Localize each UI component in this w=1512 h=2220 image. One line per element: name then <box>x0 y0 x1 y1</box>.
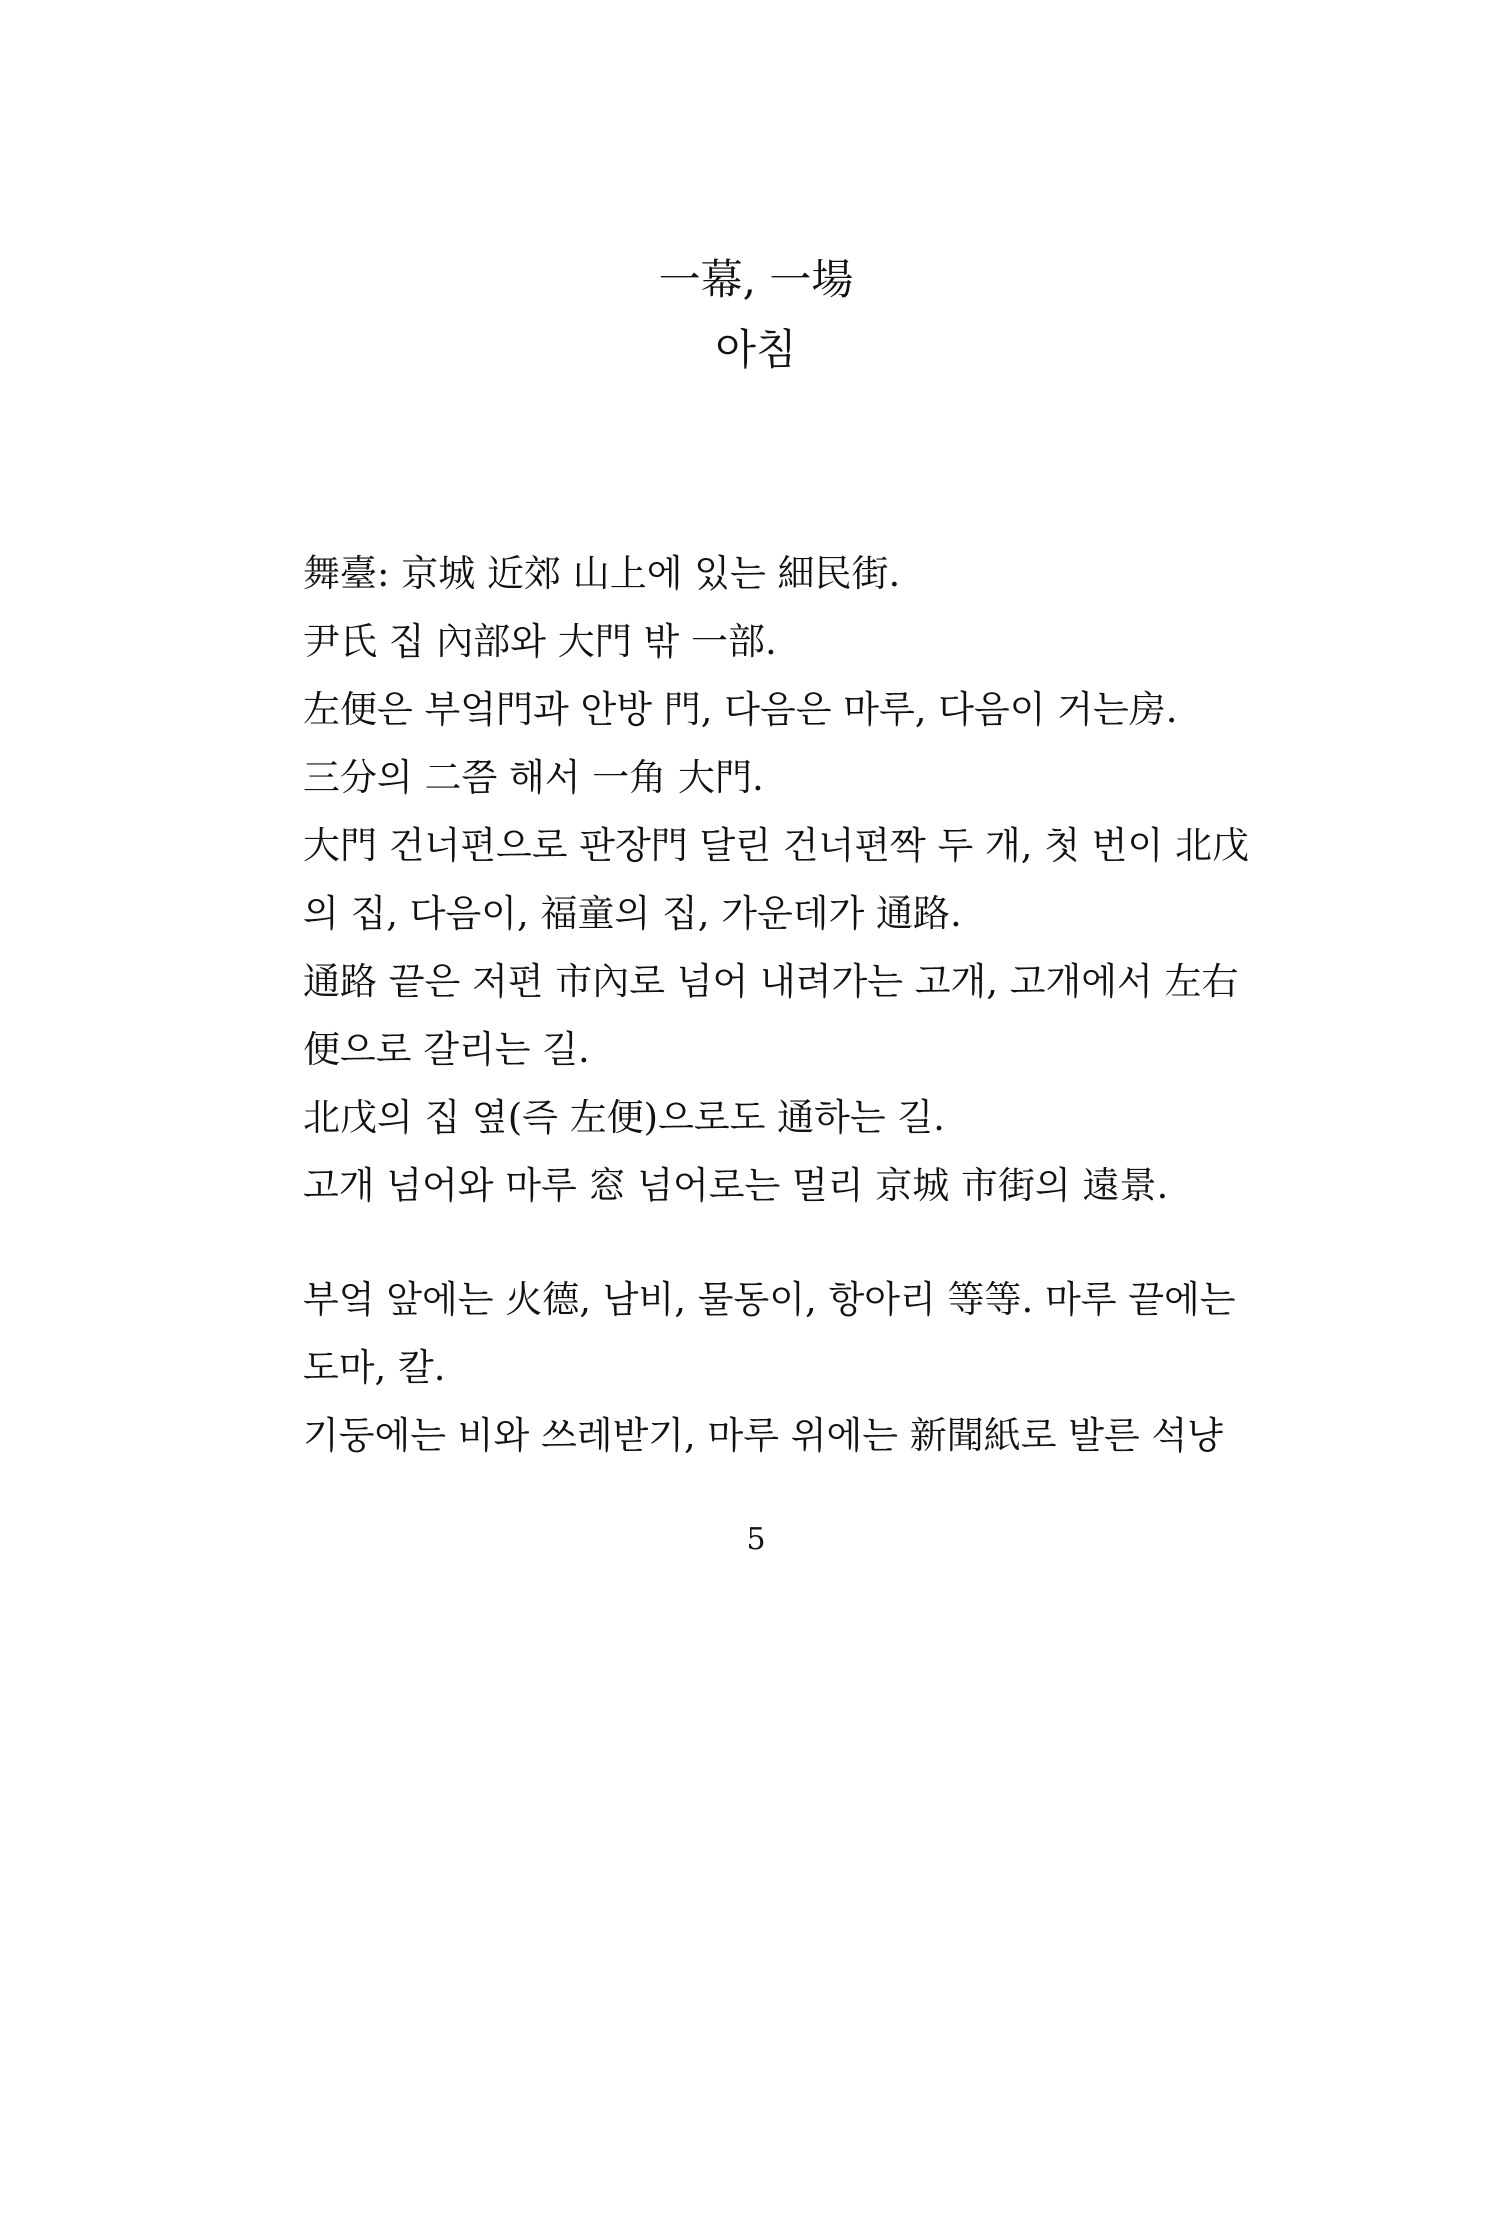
text-line: 기둥에는 비와 쓰레받기, 마루 위에는 新聞紙로 발른 석냥 <box>303 1414 1223 1457</box>
text-line: 의 집, 다음이, 福童의 집, 가운데가 通路. <box>303 892 962 935</box>
text-line: 三分의 二쯤 해서 一角 大門. <box>303 756 764 799</box>
text-line: 通路 끝은 저편 市內로 넘어 내려가는 고개, 고개에서 左右 <box>303 960 1239 1003</box>
text-line: 左便은 부엌門과 안방 門, 다음은 마루, 다음이 거는房. <box>303 688 1178 731</box>
stage-directions <box>303 540 1263 1470</box>
text-line: 大門 건너편으로 판장門 달린 건너편짝 두 개, 첫 번이 北戊 <box>303 824 1249 867</box>
text-line: 부엌 앞에는 火德, 남비, 물동이, 항아리 等等. 마루 끝에는 <box>303 1278 1236 1321</box>
scene-title: 아침 <box>715 325 797 374</box>
scene-heading: 一幕, 一場 <box>658 255 854 304</box>
text-line: 도마, 칼. <box>303 1346 446 1389</box>
text-line: 便으로 갈리는 길. <box>303 1028 590 1071</box>
text-line: 고개 넘어와 마루 窓 넘어로는 멀리 京城 市街의 遠景. <box>303 1164 1169 1207</box>
text-line: 舞臺: 京城 近郊 山上에 있는 細民街. <box>303 552 901 595</box>
page-number: 5 <box>746 1522 766 1557</box>
text-line: 尹氏 집 內部와 大門 밖 一部. <box>303 620 777 663</box>
paragraph-gap <box>303 1220 1263 1266</box>
text-line: 北戊의 집 옆(즉 左便)으로도 通하는 길. <box>303 1096 945 1139</box>
